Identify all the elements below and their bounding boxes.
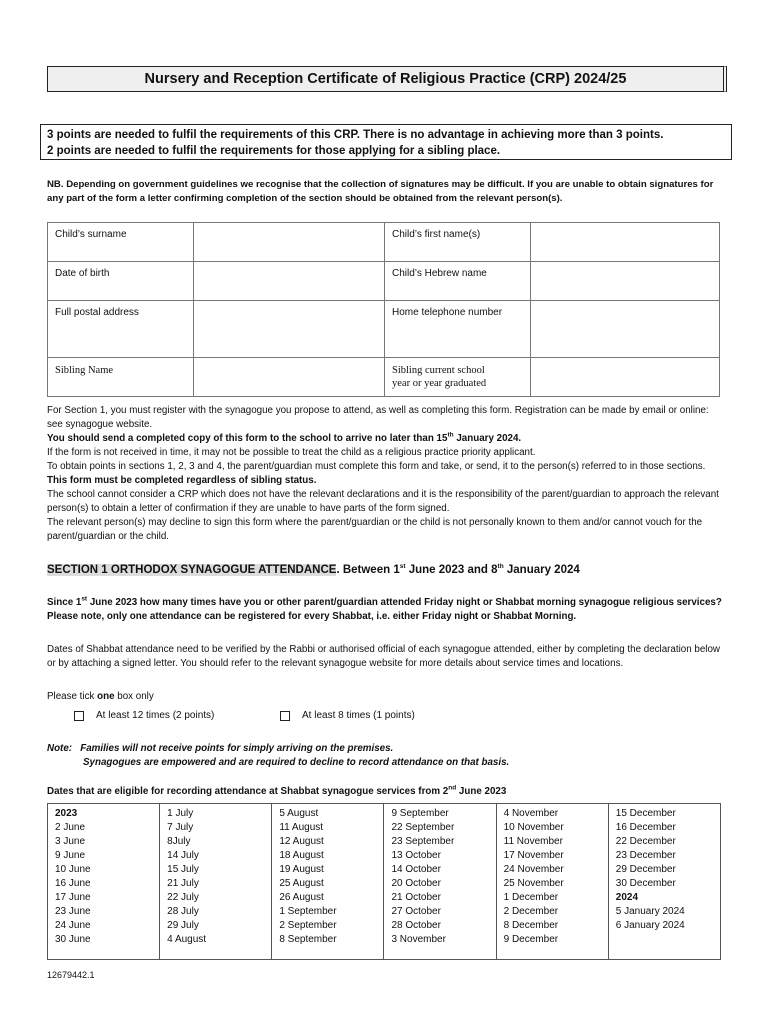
date-entry: 23 September [391, 836, 455, 847]
date-entry: 21 July [167, 878, 199, 889]
sibling-name-label: Sibling Name [48, 358, 194, 397]
date-entry: 2024 [615, 892, 639, 903]
full-postal-address-field[interactable] [194, 301, 385, 358]
date-entry: 8 December [503, 920, 559, 931]
checkbox-12-times[interactable] [74, 711, 84, 721]
dates-column [608, 804, 720, 960]
date-entry: 29 December [615, 864, 676, 875]
note-label: Note: [47, 743, 73, 754]
childs-surname-label: Child’s surname [48, 223, 194, 262]
instructions-p6: The relevant person(s) may decline to sign this form where the parent/guardian or the child is not personally known to them and/or cannot vouch for the parent/guardian or the child. [47, 517, 703, 542]
date-entry: 8July [167, 836, 191, 847]
points-line-2: 2 points are needed to fulfil the requirements for those applying for a sibling place. [47, 145, 501, 157]
note-line-1: Families will not receive points for simply arriving on the premises. [80, 743, 394, 754]
childs-surname-field[interactable] [194, 223, 385, 262]
dates-column [48, 804, 160, 960]
date-entry: 9 December [503, 934, 559, 945]
date-entry: 16 December [615, 822, 676, 833]
childs-first-names-field[interactable] [531, 223, 720, 262]
instructions-p3: If the form is not received in time, it may not be possible to treat the child as a religious practice priority applicant. [47, 447, 536, 458]
date-entry: 11 August [279, 822, 324, 833]
date-entry: 22 September [391, 822, 455, 833]
option-8-times-label: At least 8 times (1 points) [302, 710, 415, 721]
instructions-deadline: You should send a completed copy of this form to the school to arrive no later than 15th January 2024. [47, 431, 522, 444]
date-entry: 25 August [279, 878, 324, 889]
date-entry: 20 October [391, 878, 441, 889]
option-8-times[interactable] [280, 710, 415, 721]
date-entry: 30 June [55, 934, 91, 945]
date-entry: 22 December [615, 836, 676, 847]
date-entry: 12 August [279, 836, 324, 847]
dates-column [384, 804, 496, 960]
eligible-dates-table [47, 803, 721, 960]
date-entry: 5 January 2024 [615, 906, 685, 917]
date-entry: 15 July [167, 864, 199, 875]
section-1-heading: SECTION 1 ORTHODOX SYNAGOGUE ATTENDANCE. Between 1st June 2023 and 8th January 2024 [47, 563, 580, 576]
attendance-note [47, 742, 727, 770]
dates-heading: Dates that are eligible for recording attendance at Shabbat synagogue services from 2nd June 2023 [47, 784, 507, 797]
dates-column [160, 804, 272, 960]
instructions-p4: To obtain points in sections 1, 2, 3 and 4, the parent/guardian must complete this form and take, or send, it to the person(s) referred to in those sections. This form must be completed regardless of sibling status. [47, 461, 706, 486]
full-postal-address-label: Full postal address [48, 301, 194, 358]
date-entry: 9 September [391, 808, 449, 819]
date-of-birth-label: Date of birth [48, 262, 194, 301]
sibling-school-field[interactable] [531, 358, 720, 397]
childs-hebrew-name-field[interactable] [531, 262, 720, 301]
date-entry: 1 July [167, 808, 194, 819]
date-entry: 2023 [55, 808, 78, 819]
page-title: Nursery and Reception Certificate of Religious Practice (CRP) 2024/25 [47, 66, 727, 92]
date-entry: 2 December [503, 906, 559, 917]
date-entry: 19 August [279, 864, 324, 875]
home-telephone-field[interactable] [531, 301, 720, 358]
date-entry: 3 June [55, 836, 86, 847]
date-entry: 8 September [279, 934, 337, 945]
date-entry: 3 November [391, 934, 446, 945]
date-entry: 23 June [55, 906, 91, 917]
date-entry: 28 July [167, 906, 199, 917]
date-entry: 30 December [615, 878, 676, 889]
date-entry: 22 July [167, 892, 199, 903]
date-entry: 24 June [55, 920, 91, 931]
dates-column [496, 804, 608, 960]
date-of-birth-field[interactable] [194, 262, 385, 301]
points-line-1: 3 points are needed to fulfil the requirements of this CRP. There is no advantage in achieving more than 3 points. [47, 129, 664, 141]
date-entry: 11 November [503, 836, 563, 847]
date-entry: 17 June [55, 892, 91, 903]
option-12-times[interactable] [74, 710, 214, 721]
date-entry: 15 December [615, 808, 676, 819]
sibling-name-field[interactable] [194, 358, 385, 397]
date-entry: 29 July [167, 920, 199, 931]
option-12-times-label: At least 12 times (2 points) [96, 710, 215, 721]
instructions-p5: The school cannot consider a CRP which does not have the relevant declarations and it is the responsibility of the parent/guardian to approach the relevant person(s) to obtain a letter of confirmation if they are unable to have parts of the form signed. [47, 489, 719, 514]
attendance-question: Since 1st June 2023 how many times have you or other parent/guardian attended Friday night or Shabbat morning synagogue religious services? Please note, only one attendance can be registered for every Shabbat, i.e. either Friday night or Shabbat Morning. [47, 595, 722, 622]
date-entry: 14 October [391, 864, 441, 875]
date-entry: 10 June [55, 864, 91, 875]
child-details-table [47, 222, 720, 397]
date-entry: 24 November [503, 864, 564, 875]
instructions-block [47, 404, 727, 544]
document-reference: 12679442.1 [47, 970, 95, 980]
date-entry: 16 June [55, 878, 91, 889]
dates-column [272, 804, 384, 960]
childs-hebrew-name-label: Child’s Hebrew name [385, 262, 531, 301]
date-entry: 6 January 2024 [615, 920, 685, 931]
date-entry: 25 November [503, 878, 564, 889]
date-entry: 13 October [391, 850, 441, 861]
date-entry: 1 September [279, 906, 337, 917]
sibling-school-line-2: year or year graduated [392, 378, 487, 389]
checkbox-8-times[interactable] [280, 711, 290, 721]
date-entry: 21 October [391, 892, 441, 903]
points-requirements-box [40, 124, 732, 160]
sibling-school-line-1: Sibling current school [392, 365, 485, 376]
note-line-2: Synagogues are empowered and are required to decline to record attendance on that basis. [83, 757, 510, 768]
date-entry: 17 November [503, 850, 564, 861]
date-entry: 9 June [55, 850, 86, 861]
date-entry: 18 August [279, 850, 324, 861]
date-entry: 28 October [391, 920, 441, 931]
date-entry: 7 July [167, 822, 194, 833]
date-entry: 27 October [391, 906, 441, 917]
home-telephone-label: Home telephone number [385, 301, 531, 358]
tick-instruction: Please tick one box only [47, 691, 154, 702]
nb-note: NB. Depending on government guidelines we recognise that the collection of signatures may be difficult. If you are unable to obtain signatures for any part of the form a letter confirming completion of the section should be obtained from the relevant person(s). [47, 179, 714, 204]
date-entry: 5 August [279, 808, 319, 819]
date-entry: 23 December [615, 850, 676, 861]
date-entry: 4 November [503, 808, 559, 819]
sibling-school-label [385, 358, 531, 397]
date-entry: 26 August [279, 892, 324, 903]
childs-first-names-label: Child’s first name(s) [385, 223, 531, 262]
date-entry: 4 August [167, 934, 207, 945]
date-entry: 2 September [279, 920, 337, 931]
date-entry: 14 July [167, 850, 199, 861]
date-entry: 2 June [55, 822, 86, 833]
date-entry: 1 December [503, 892, 559, 903]
date-entry: 10 November [503, 822, 564, 833]
verification-text: Dates of Shabbat attendance need to be verified by the Rabbi or authorised official of each synagogue attended, either by completing the declaration below or by attaching a signed letter. You should refer to the relevant synagogue website for more details about service times and locations. [47, 644, 720, 669]
instructions-p1: For Section 1, you must register with the synagogue you propose to attend, as well as completing this form. Registration can be made by email or online: see synagogue website. [47, 405, 709, 430]
